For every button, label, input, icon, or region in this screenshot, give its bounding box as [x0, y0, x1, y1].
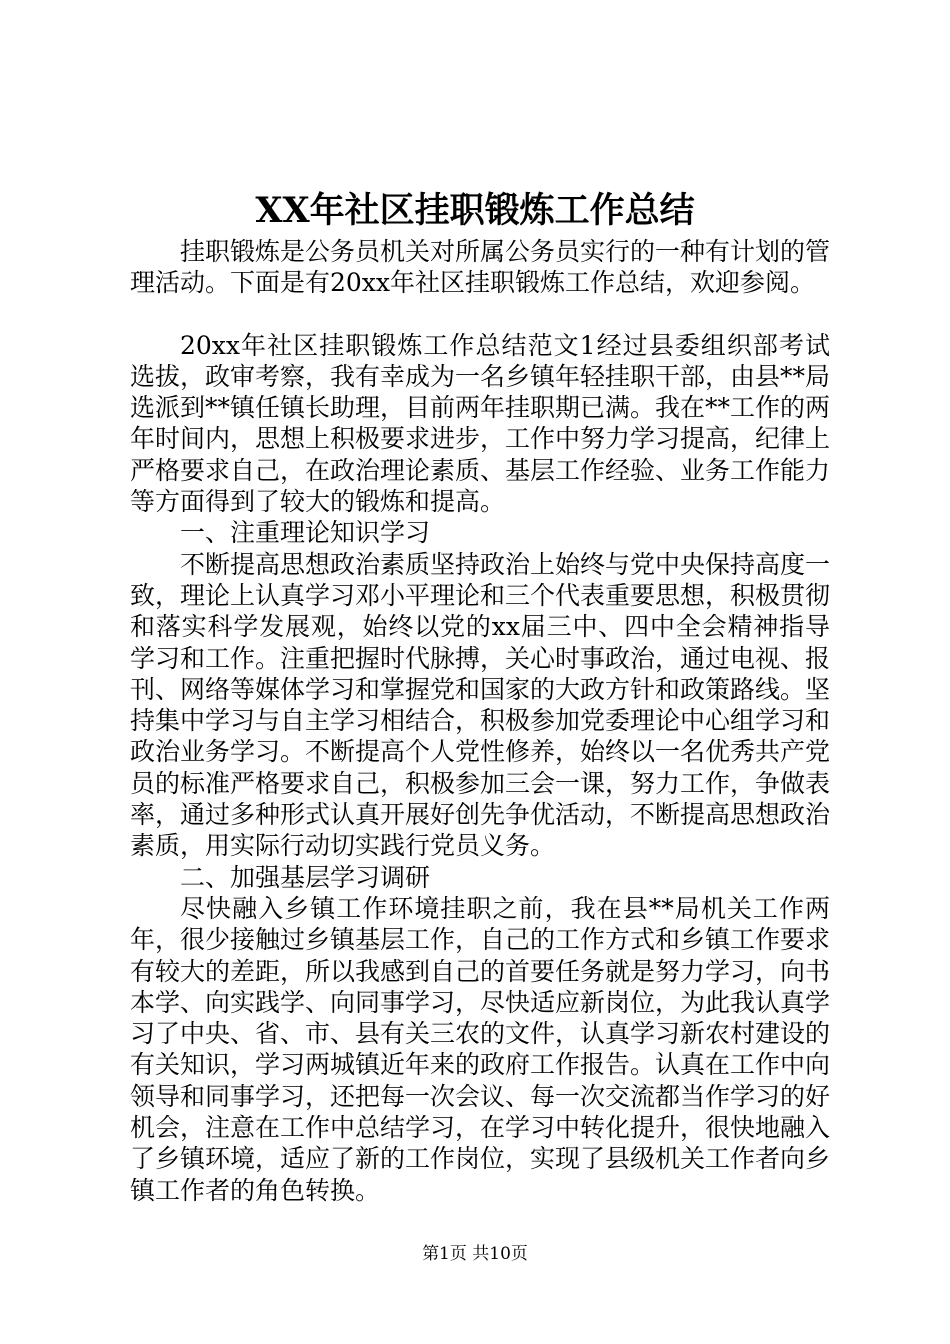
document-title: XX年社区挂职锻炼工作总结 [255, 190, 695, 231]
intro-paragraph: 挂职锻炼是公务员机关对所属公务员实行的一种有计划的管理活动。下面是有20xx年社区挂职锻炼工作总结，欢迎参阅。 [130, 237, 831, 298]
document-body [130, 236, 830, 1206]
section-heading-2: 二、加强基层学习调研 [180, 862, 431, 892]
paragraph-3: 尽快融入乡镇工作环境挂职之前，我在县**局机关工作两年，很少接触过乡镇基层工作，自己的工作方式和乡镇工作要求有较大的差距，所以我感到自己的首要任务就是努力学习，向书本学、向实践学、向同事学习，尽快适应新岗位，为此我认真学习了中央、省、市、县有关三农的文件，认真学习新农村建设的有关知识，学习两城镇近年来的政府工作报告。认真在工作中向领导和同事学习，还把每一次会议、每一次交流都当作学习的好机会，注意在工作中总结学习，在学习中转化提升，很快地融入了乡镇环境，适应了新的工作岗位，实现了县级机关工作者向乡镇工作者的角色转换。 [130, 893, 831, 1205]
paragraph-2: 不断提高思想政治素质坚持政治上始终与党中央保持高度一致，理论上认真学习邓小平理论和三个代表重要思想，积极贯彻和落实科学发展观，始终以党的xx届三中、四中全会精神指导学习和工作。注重把握时代脉搏，关心时事政治，通过电视、报刊、网络等媒体学习和掌握党和国家的大政方针和政策路线。坚持集中学习与自主学习相结合，积极参加党委理论中心组学习和政治业务学习。不断提高个人党性修养，始终以一名优秀共产党员的标准严格要求自己，积极参加三会一课，努力工作，争做表率，通过多种形式认真开展好创先争优活动，不断提高思想政治素质，用实际行动切实践行党员义务。 [130, 549, 831, 861]
section-heading-1: 一、注重理论知识学习 [180, 518, 431, 548]
page-footer: 第1页 共10页 [422, 1244, 528, 1264]
paragraph-1: 20xx年社区挂职锻炼工作总结范文1经过县委组织部考试选拔，政审考察，我有幸成为一名乡镇年轻挂职干部，由县**局选派到**镇任镇长助理，目前两年挂职期已满。我在**工作的两年时间内，思想上积极要求进步，工作中努力学习提高，纪律上严格要求自己，在政治理论素质、基层工作经验、业务工作能力等方面得到了较大的锻炼和提高。 [130, 330, 831, 517]
